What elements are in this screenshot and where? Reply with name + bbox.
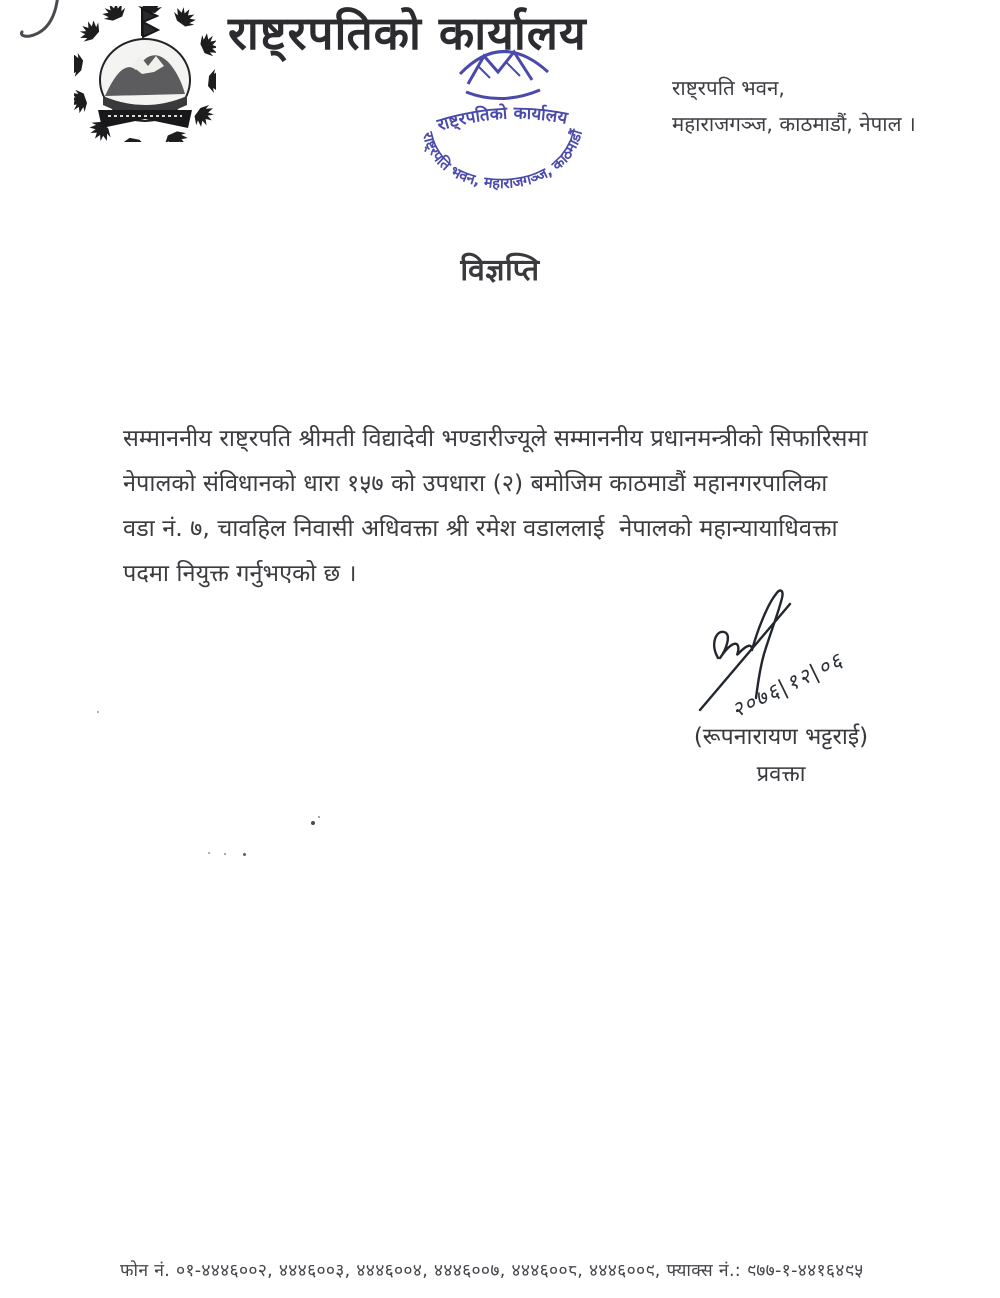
scan-speck xyxy=(208,852,210,854)
stamp-ring-text: राष्ट्रपति भवन, महाराजगञ्ज, काठमाडौं xyxy=(418,128,587,193)
office-title: राष्ट्रपतिको कार्यालय xyxy=(228,6,587,60)
svg-text:राष्ट्रपतिको कार्यालय xyxy=(434,103,570,136)
body-line: नेपालको संविधानको धारा १५७ को उपधारा (२) बमोजिम काठमाडौं महानगरपालिका xyxy=(123,469,828,497)
body-line: पदमा नियुक्त गर्नुभएको छ । xyxy=(123,559,357,587)
body-paragraph xyxy=(123,416,953,596)
scan-speck xyxy=(224,853,226,855)
signature-date: २०७६|१२|०६ xyxy=(727,647,848,723)
handwritten-signature xyxy=(678,586,888,726)
stamp-center-text: राष्ट्रपतिको कार्यालय xyxy=(435,103,570,136)
signer-name: (रूपनारायण भट्टराई) xyxy=(693,724,869,750)
scan-speck xyxy=(97,711,99,713)
scan-speck xyxy=(311,821,315,825)
body-line: वडा नं. ७, चावहिल निवासी अधिवक्ता श्री रमेश वडाललाई नेपालको महान्यायाधिवक्ता xyxy=(123,514,838,542)
address-line-1: राष्ट्रपति भवन, xyxy=(672,76,785,100)
subject-heading: विज्ञप्ति xyxy=(460,253,540,288)
scan-speck xyxy=(243,853,246,856)
letterhead-address xyxy=(672,70,972,142)
signer-designation: प्रवक्ता xyxy=(756,762,806,787)
signature-block xyxy=(646,718,916,794)
office-round-stamp xyxy=(408,22,596,194)
footer-contact: फोन नं. ०१-४४४६००२, ४४४६००३, ४४४६००४, ४४४६००७, ४४४६००८, ४४४६००९, फ्याक्स नं.: ९७७-१-४४१६४९५ xyxy=(120,1261,864,1281)
svg-text:राष्ट्रपति भवन, महाराजगञ्ज, का xyxy=(419,126,587,192)
scan-speck xyxy=(318,816,320,818)
body-line: सम्माननीय राष्ट्रपति श्रीमती विद्यादेवी भण्डारीज्यूले सम्माननीय प्रधानमन्त्रीको सिफारिसमा xyxy=(123,424,868,452)
nepal-coat-of-arms-emblem xyxy=(74,6,216,142)
address-line-2: महाराजगञ्ज, काठमाडौं, नेपाल । xyxy=(672,112,916,136)
